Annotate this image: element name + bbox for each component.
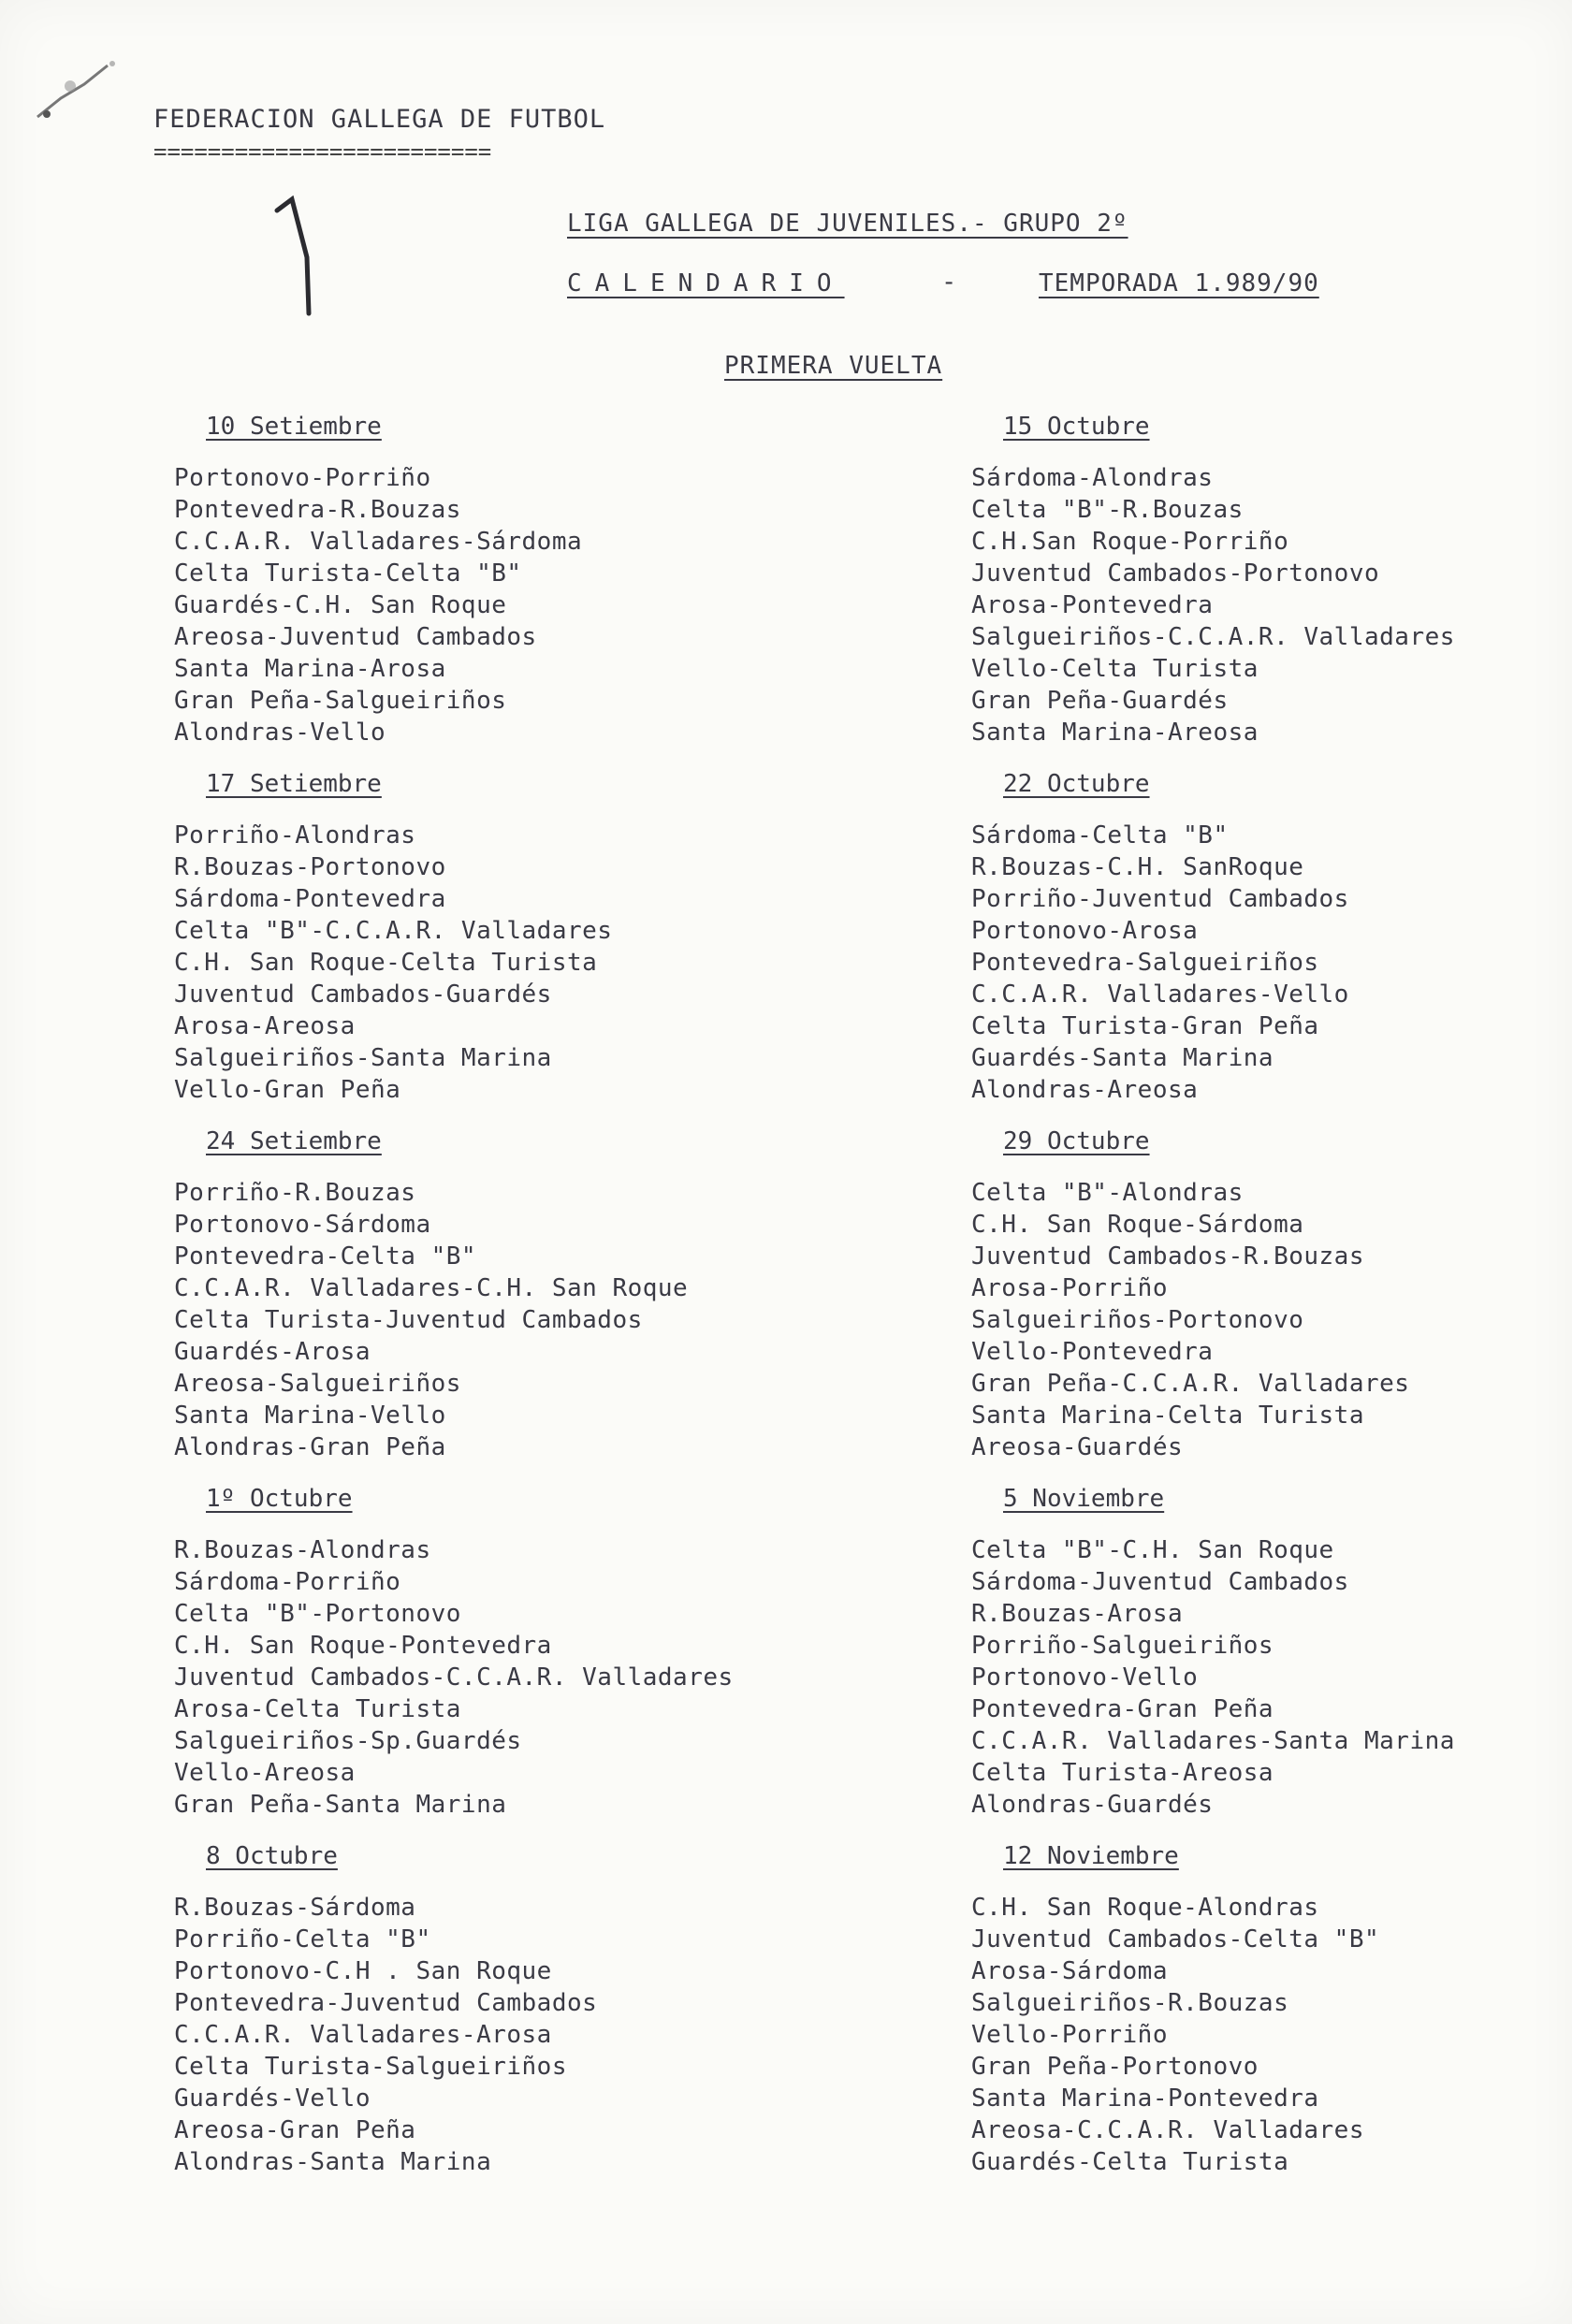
fixture: Salgueiriños-Sp.Guardés [174,1727,522,1755]
fixture: Areosa-Juventud Cambados [174,623,537,651]
fixture: Portonovo-Vello [971,1663,1199,1692]
round-date: 15 Octubre [1003,413,1150,441]
fixture: Juventud Cambados-R.Bouzas [971,1242,1364,1271]
round-date: 8 Octubre [206,1842,338,1870]
fixture: C.H. San Roque-Sárdoma [971,1211,1304,1239]
fixture: R.Bouzas-Portonovo [174,853,446,881]
fixture: Areosa-Gran Peña [174,2116,416,2144]
fixture: Salgueiriños-R.Bouzas [971,1989,1289,2017]
season-title: TEMPORADA 1.989/90 [1039,269,1319,298]
fixture: Areosa-Guardés [971,1433,1184,1461]
round-10 [971,1841,1572,2178]
fixture: C.C.A.R. Valladares-Sárdoma [174,528,583,556]
fixture: R.Bouzas-Sárdoma [174,1894,416,1922]
fixture: Areosa-Salgueiriños [174,1370,461,1398]
fixture: Pontevedra-R.Bouzas [174,496,461,524]
fixture: Celta "B"-Alondras [971,1179,1244,1207]
fixture: Alondras-Gran Peña [174,1433,446,1461]
fixture: Portonovo-Arosa [971,917,1199,945]
fixture: Gran Peña-Salgueiriños [174,687,507,715]
round-date: 5 Noviembre [1003,1485,1165,1513]
fixture: Porriño-Juventud Cambados [971,885,1349,913]
fixture: Porriño-R.Bouzas [174,1179,416,1207]
round-date: 12 Noviembre [1003,1842,1179,1870]
fixture: Celta "B"-C.C.A.R. Valladares [174,917,613,945]
fixture: Juventud Cambados-Celta "B" [971,1925,1380,1954]
fixture: Santa Marina-Arosa [174,655,446,683]
fixture: Santa Marina-Celta Turista [971,1402,1364,1430]
calendar-title: CALENDARIO [567,269,845,298]
fixture: Areosa-C.C.A.R. Valladares [971,2116,1364,2144]
fixture: Porriño-Salgueiriños [971,1632,1274,1660]
fixture: Sárdoma-Juventud Cambados [971,1568,1349,1596]
pen-stroke-mark [271,192,328,323]
fixture: Alondras-Areosa [971,1076,1199,1104]
fixture: Arosa-Pontevedra [971,591,1214,619]
fixture: C.C.A.R. Valladares-C.H. San Roque [174,1274,689,1302]
round-6 [971,412,1572,748]
fixture: Pontevedra-Juventud Cambados [174,1989,598,2017]
fixture: Celta Turista-Juventud Cambados [174,1306,643,1334]
fixture: Sárdoma-Celta "B" [971,821,1229,850]
round-date: 22 Octubre [1003,770,1150,798]
fixture: Portonovo-Sárdoma [174,1211,431,1239]
fixture: Salgueiriños-Portonovo [971,1306,1304,1334]
right-fixture-column [971,412,1572,2178]
round-5 [174,1841,848,2178]
fixture: Juventud Cambados-Guardés [174,980,552,1009]
fixture: Guardés-Arosa [174,1338,371,1366]
fixture: Pontevedra-Salgueiriños [971,949,1319,977]
fixture: Alondras-Santa Marina [174,2148,492,2176]
round-7 [971,769,1572,1106]
fixture: Guardés-C.H. San Roque [174,591,507,619]
round-date: 29 Octubre [1003,1127,1150,1155]
fixture: Sárdoma-Alondras [971,464,1214,492]
fixture: Gran Peña-Portonovo [971,2053,1259,2081]
title-dash: - [941,268,958,297]
fixture: Vello-Celta Turista [971,655,1259,683]
round-8 [971,1126,1572,1463]
fixture: C.H. San Roque-Celta Turista [174,949,598,977]
federation-underline: ========================= [153,138,492,165]
fixture: C.H. San Roque-Alondras [971,1894,1319,1922]
fixture: Arosa-Sárdoma [971,1957,1168,1985]
league-title: LIGA GALLEGA DE JUVENILES.- GRUPO 2º [567,210,1128,238]
fixture: Celta "B"-C.H. San Roque [971,1536,1334,1564]
fixture: Portonovo-C.H . San Roque [174,1957,552,1985]
round-9 [971,1484,1572,1821]
fixture: Porriño-Alondras [174,821,416,850]
round-1 [174,412,848,748]
federation-name: FEDERACION GALLEGA DE FUTBOL [153,105,606,134]
fixture: Santa Marina-Vello [174,1402,446,1430]
fixture: Santa Marina-Areosa [971,719,1259,747]
fixture: Vello-Pontevedra [971,1338,1214,1366]
fixture: Arosa-Celta Turista [174,1695,461,1723]
fixture: Juventud Cambados-C.C.A.R. Valladares [174,1663,734,1692]
fixture: Celta Turista-Areosa [971,1759,1274,1787]
fixture: Vello-Gran Peña [174,1076,401,1104]
round-2 [174,769,848,1106]
fixture: Alondras-Vello [174,719,386,747]
fixture: Celta "B"-Portonovo [174,1600,461,1628]
fixture: Salgueiriños-Santa Marina [174,1044,552,1072]
fixture: Santa Marina-Pontevedra [971,2084,1319,2113]
round-3 [174,1126,848,1463]
fixture: Pontevedra-Gran Peña [971,1695,1274,1723]
left-fixture-column [174,412,848,2178]
fixture: Gran Peña-Santa Marina [174,1791,507,1819]
fixture: R.Bouzas-Alondras [174,1536,431,1564]
ink-smudge-mark [19,28,131,131]
fixture: C.H.San Roque-Porriño [971,528,1289,556]
fixture: Guardés-Celta Turista [971,2148,1289,2176]
round-date: 17 Setiembre [206,770,382,798]
fixture: Pontevedra-Celta "B" [174,1242,477,1271]
fixture: Arosa-Areosa [174,1012,356,1040]
fixture: C.C.A.R. Valladares-Arosa [174,2021,552,2049]
fixture: R.Bouzas-C.H. SanRoque [971,853,1304,881]
fixture: Sárdoma-Porriño [174,1568,401,1596]
fixture: Alondras-Guardés [971,1791,1214,1819]
round-date: 24 Setiembre [206,1127,382,1155]
fixture: Gran Peña-C.C.A.R. Valladares [971,1370,1410,1398]
fixture: Juventud Cambados-Portonovo [971,559,1380,588]
round-date: 1º Octubre [206,1485,353,1513]
fixture: C.C.A.R. Valladares-Santa Marina [971,1727,1455,1755]
fixture: Salgueiriños-C.C.A.R. Valladares [971,623,1455,651]
fixture: Sárdoma-Pontevedra [174,885,446,913]
fixture: R.Bouzas-Arosa [971,1600,1184,1628]
round-4 [174,1484,848,1821]
fixture: Celta Turista-Gran Peña [971,1012,1319,1040]
phase-title: PRIMERA VUELTA [724,352,943,380]
fixture: Arosa-Porriño [971,1274,1168,1302]
fixture: Celta "B"-R.Bouzas [971,496,1244,524]
fixture: Celta Turista-Salgueiriños [174,2053,567,2081]
fixture: Porriño-Celta "B" [174,1925,431,1954]
fixture: C.C.A.R. Valladares-Vello [971,980,1349,1009]
fixture: Guardés-Vello [174,2084,371,2113]
fixture: Celta Turista-Celta "B" [174,559,522,588]
fixture: C.H. San Roque-Pontevedra [174,1632,552,1660]
fixture: Vello-Porriño [971,2021,1168,2049]
fixture: Vello-Areosa [174,1759,356,1787]
fixture: Portonovo-Porriño [174,464,431,492]
fixture: Guardés-Santa Marina [971,1044,1274,1072]
round-date: 10 Setiembre [206,413,382,441]
fixture: Gran Peña-Guardés [971,687,1229,715]
